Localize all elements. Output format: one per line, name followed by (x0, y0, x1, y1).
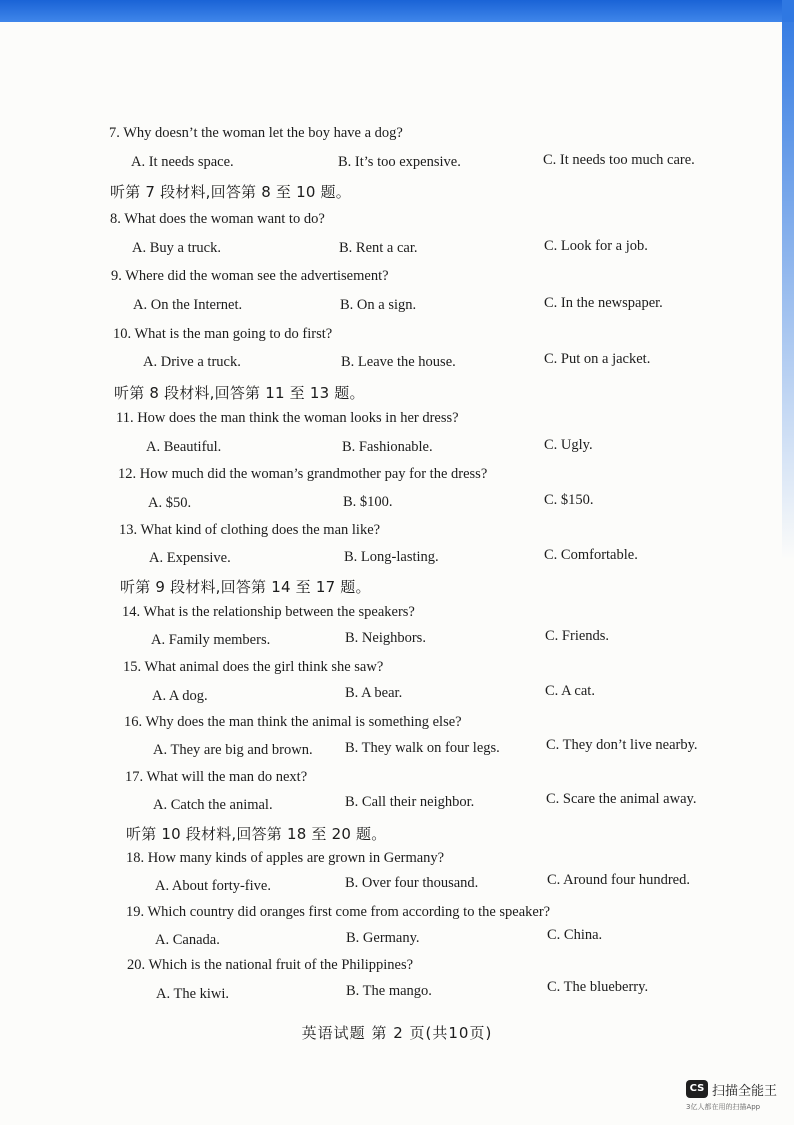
q13-option-a: A. Expensive. (149, 550, 231, 566)
question-10: 10. What is the man going to do first? (113, 326, 333, 342)
q12-option-c: C. $150. (544, 492, 594, 508)
q15-option-b: B. A bear. (345, 685, 403, 701)
question-13: 13. What kind of clothing does the man like? (119, 522, 381, 538)
q19-option-a: A. Canada. (155, 932, 220, 948)
q8-option-c: C. Look for a job. (544, 238, 648, 254)
question-16: 16. Why does the man think the animal is something else? (124, 714, 462, 730)
watermark-app-name: 扫描全能王 (712, 1084, 778, 1099)
q18-option-c: C. Around four hundred. (547, 872, 690, 888)
question-12: 12. How much did the woman’s grandmother pay for the dress? (118, 466, 488, 482)
q13-option-b: B. Long-lasting. (344, 549, 439, 565)
q16-option-c: C. They don’t live nearby. (546, 737, 698, 753)
q16-option-a: A. They are big and brown. (153, 742, 313, 758)
q15-option-a: A. A dog. (152, 688, 208, 704)
q10-option-a: A. Drive a truck. (143, 354, 241, 370)
q9-option-a: A. On the Internet. (133, 297, 243, 313)
section-9-heading: 听第 9 段材料,回答第 14 至 17 题。 (120, 578, 371, 596)
question-20: 20. Which is the national fruit of the Philippines? (127, 957, 414, 973)
q14-option-b: B. Neighbors. (345, 630, 426, 646)
section-8-heading: 听第 8 段材料,回答第 11 至 13 题。 (114, 384, 365, 402)
q8-option-b: B. Rent a car. (339, 240, 418, 256)
q17-option-b: B. Call their neighbor. (345, 794, 475, 810)
q20-option-c: C. The blueberry. (547, 979, 649, 995)
question-7: 7. Why doesn’t the woman let the boy have a dog? (109, 125, 403, 141)
question-9: 9. Where did the woman see the advertisement? (111, 268, 389, 284)
q11-option-c: C. Ugly. (544, 437, 593, 453)
q15-option-c: C. A cat. (545, 683, 595, 699)
q19-option-b: B. Germany. (346, 930, 420, 946)
q7-option-c: C. It needs too much care. (543, 152, 695, 168)
q16-option-b: B. They walk on four legs. (345, 740, 500, 756)
q18-option-a: A. About forty-five. (155, 878, 271, 894)
watermark-tagline: 3亿人都在用的扫描App (686, 1103, 761, 1111)
question-11: 11. How does the man think the woman looks in her dress? (116, 410, 459, 426)
q17-option-c: C. Scare the animal away. (546, 791, 697, 807)
section-7-heading: 听第 7 段材料,回答第 8 至 10 题。 (110, 183, 351, 201)
question-19: 19. Which country did oranges first come from according to the speaker? (126, 904, 551, 920)
q18-option-b: B. Over four thousand. (345, 875, 479, 891)
q8-option-a: A. Buy a truck. (132, 240, 221, 256)
question-14: 14. What is the relationship between the speakers? (122, 604, 415, 620)
q7-option-a: A. It needs space. (131, 154, 234, 170)
question-18: 18. How many kinds of apples are grown in Germany? (126, 850, 445, 866)
q9-option-b: B. On a sign. (340, 297, 417, 313)
q7-option-b: B. It’s too expensive. (338, 154, 461, 170)
q14-option-c: C. Friends. (545, 628, 610, 644)
q11-option-a: A. Beautiful. (146, 439, 222, 455)
q12-option-a: A. $50. (148, 495, 192, 511)
camscanner-logo-icon: CS (686, 1080, 708, 1098)
section-10-heading: 听第 10 段材料,回答第 18 至 20 题。 (126, 825, 387, 843)
q12-option-b: B. $100. (343, 494, 393, 510)
q20-option-a: A. The kiwi. (156, 986, 230, 1002)
page-footer: 英语试题 第 2 页(共10页) (301, 1024, 493, 1042)
q11-option-b: B. Fashionable. (342, 439, 433, 455)
q20-option-b: B. The mango. (346, 983, 432, 999)
q17-option-a: A. Catch the animal. (153, 797, 273, 813)
q19-option-c: C. China. (547, 927, 603, 943)
q9-option-c: C. In the newspaper. (544, 295, 663, 311)
q10-option-c: C. Put on a jacket. (544, 351, 651, 367)
q14-option-a: A. Family members. (151, 632, 271, 648)
scanner-watermark (686, 1080, 786, 1116)
question-8: 8. What does the woman want to do? (110, 211, 325, 227)
q10-option-b: B. Leave the house. (341, 354, 456, 370)
question-17: 17. What will the man do next? (125, 769, 308, 785)
q13-option-c: C. Comfortable. (544, 547, 638, 563)
question-15: 15. What animal does the girl think she saw? (123, 659, 384, 675)
